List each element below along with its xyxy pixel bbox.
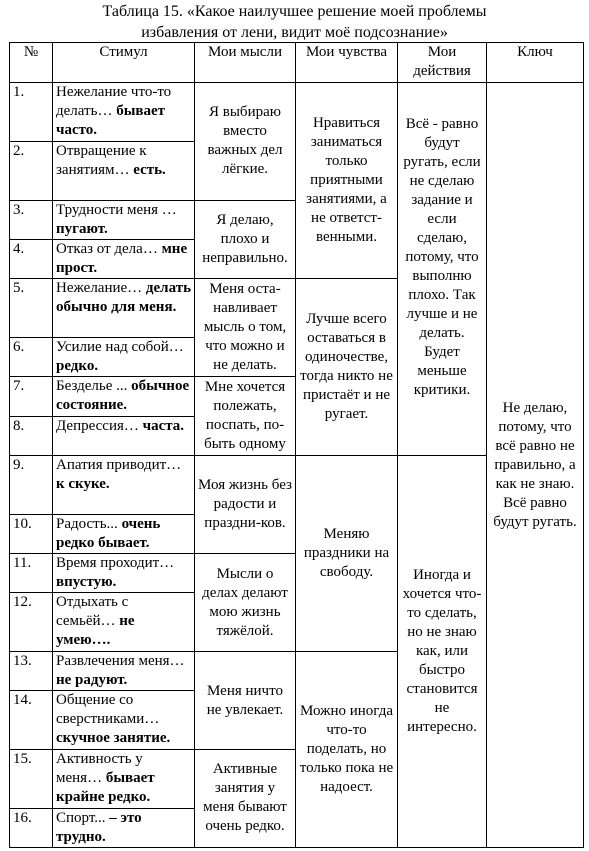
stimulus-text: Трудности меня …	[56, 201, 177, 218]
row-number: 12.	[10, 593, 53, 652]
stimulus-text: Безделье ...	[56, 378, 128, 395]
header-actions: Мои действия	[398, 43, 487, 83]
thought-cell: Я выбираю вместо важных дел лёгкие.	[195, 83, 296, 200]
stimulus-cell	[53, 554, 195, 593]
stimulus-cell	[53, 593, 195, 652]
row-number: 7.	[10, 377, 53, 416]
caption-line-2: избавления от лени, видит моё подсознание»	[141, 24, 448, 41]
table-caption	[0, 1, 589, 43]
row-number: 3.	[10, 200, 53, 239]
stimulus-bold: редко.	[56, 357, 99, 374]
stimulus-text: Отвращение к занятиям…	[56, 142, 147, 178]
header-thoughts: Мои мысли	[195, 43, 296, 83]
row-number: 14.	[10, 691, 53, 750]
row-number: 13.	[10, 652, 53, 691]
stimulus-bold: делать обычно для меня.	[56, 280, 191, 316]
header-row	[10, 43, 584, 83]
stimulus-cell	[53, 456, 195, 515]
thought-cell: Мысли о делах делают мою жизнь тяжёлой.	[195, 554, 296, 652]
row-number: 2.	[10, 141, 53, 200]
stimulus-bold: не радуют.	[56, 672, 128, 689]
stimulus-text: Радость...	[56, 515, 118, 532]
feeling-cell: Нравиться заниматься только приятными занятиями, а не ответст-венными.	[296, 83, 398, 279]
stimulus-bold: впустую.	[56, 574, 117, 591]
stimulus-cell	[53, 279, 195, 338]
row-number: 5.	[10, 279, 53, 338]
stimulus-cell	[53, 337, 195, 376]
header-key: Ключ	[487, 43, 584, 83]
row-number: 10.	[10, 514, 53, 553]
stimulus-text: Нежелание что-то делать…	[56, 84, 172, 120]
thought-cell: Меня ничто не увлекает.	[195, 652, 296, 750]
row-number: 4.	[10, 239, 53, 278]
stimulus-bold: очень редко бывает.	[56, 515, 161, 551]
thought-cell: Моя жизнь без радости и праздни-ков.	[195, 456, 296, 554]
thought-cell: Меня оста-навливает мысль о том, что можно и не делать.	[195, 279, 296, 377]
stimulus-cell	[53, 141, 195, 200]
stimulus-cell	[53, 749, 195, 808]
caption-line-1: Таблица 15. «Какое наилучшее решение моей проблемы	[102, 3, 487, 20]
key-cell: Не делаю, потому, что всё равно не правильно, а как не знаю. Всё равно будут ругать.	[487, 83, 584, 848]
stimulus-bold: скучное занятие.	[56, 730, 171, 747]
row-number: 11.	[10, 554, 53, 593]
stimulus-text: Отказ от дела…	[56, 240, 158, 257]
stimulus-cell	[53, 691, 195, 750]
stimulus-text: Депрессия…	[56, 417, 139, 434]
stimulus-text: Время проходит…	[56, 555, 175, 572]
stimulus-bold: – это трудно.	[56, 809, 142, 845]
stimulus-bold: обычное состояние.	[56, 378, 190, 414]
stimulus-bold: бывает часто.	[56, 103, 166, 139]
row-number: 1.	[10, 83, 53, 142]
stimulus-text: Общение со сверстниками…	[56, 692, 160, 728]
stimulus-cell	[53, 514, 195, 553]
feeling-cell: Лучше всего оставаться в одиночестве, тогда никто не пристаёт и не ругает.	[296, 279, 398, 456]
stimulus-text: Развлечения меня…	[56, 653, 185, 670]
stimulus-bold: не умею….	[56, 613, 135, 649]
header-feelings: Мои чувства	[296, 43, 398, 83]
stimulus-bold: есть.	[133, 161, 166, 178]
thought-cell: Я делаю, плохо и неправильно.	[195, 200, 296, 279]
action-cell: Иногда и хочется что-то сделать, но не знаю как, или быстро становится не интересно.	[398, 456, 487, 848]
row-number: 16.	[10, 808, 53, 847]
header-num: №	[10, 43, 53, 83]
stimulus-text: Нежелание…	[56, 280, 143, 297]
stimulus-cell	[53, 377, 195, 416]
main-table	[9, 42, 584, 848]
stimulus-text: Активность у меня…	[56, 750, 143, 786]
stimulus-cell	[53, 808, 195, 847]
stimulus-bold: часта.	[142, 417, 185, 434]
stimulus-cell	[53, 83, 195, 142]
stimulus-text: Отдыхать с семьёй…	[56, 594, 129, 630]
stimulus-text: Спорт...	[56, 809, 106, 826]
stimulus-bold: бывает крайне редко.	[56, 769, 155, 805]
feeling-cell: Можно иногда что-то поделать, но только пока не надоест.	[296, 652, 398, 848]
row-number: 6.	[10, 337, 53, 376]
feeling-cell: Меняю праздники на свободу.	[296, 456, 398, 652]
row-number: 15.	[10, 749, 53, 808]
row-number: 8.	[10, 416, 53, 455]
stimulus-text: Апатия приводит…	[56, 457, 182, 474]
thought-cell: Мне хочется полежать, поспать, по-быть одному	[195, 377, 296, 456]
thought-cell: Активные занятия у меня бывают очень редко.	[195, 749, 296, 847]
stimulus-cell	[53, 652, 195, 691]
stimulus-bold: к скуке.	[56, 476, 110, 493]
action-cell: Всё - равно будут ругать, если не сделаю задание и если сделаю, потому, что выполню плохо. Так лучше и не делать. Будет меньше критики.	[398, 83, 487, 456]
header-stimulus: Стимул	[53, 43, 195, 83]
stimulus-text: Усилие над собой…	[56, 338, 184, 355]
row-number: 9.	[10, 456, 53, 515]
stimulus-cell	[53, 416, 195, 455]
stimulus-cell	[53, 239, 195, 278]
table-row	[10, 83, 584, 142]
stimulus-bold: пугают.	[56, 220, 108, 237]
stimulus-bold: мне прост.	[56, 240, 188, 276]
stimulus-cell	[53, 200, 195, 239]
